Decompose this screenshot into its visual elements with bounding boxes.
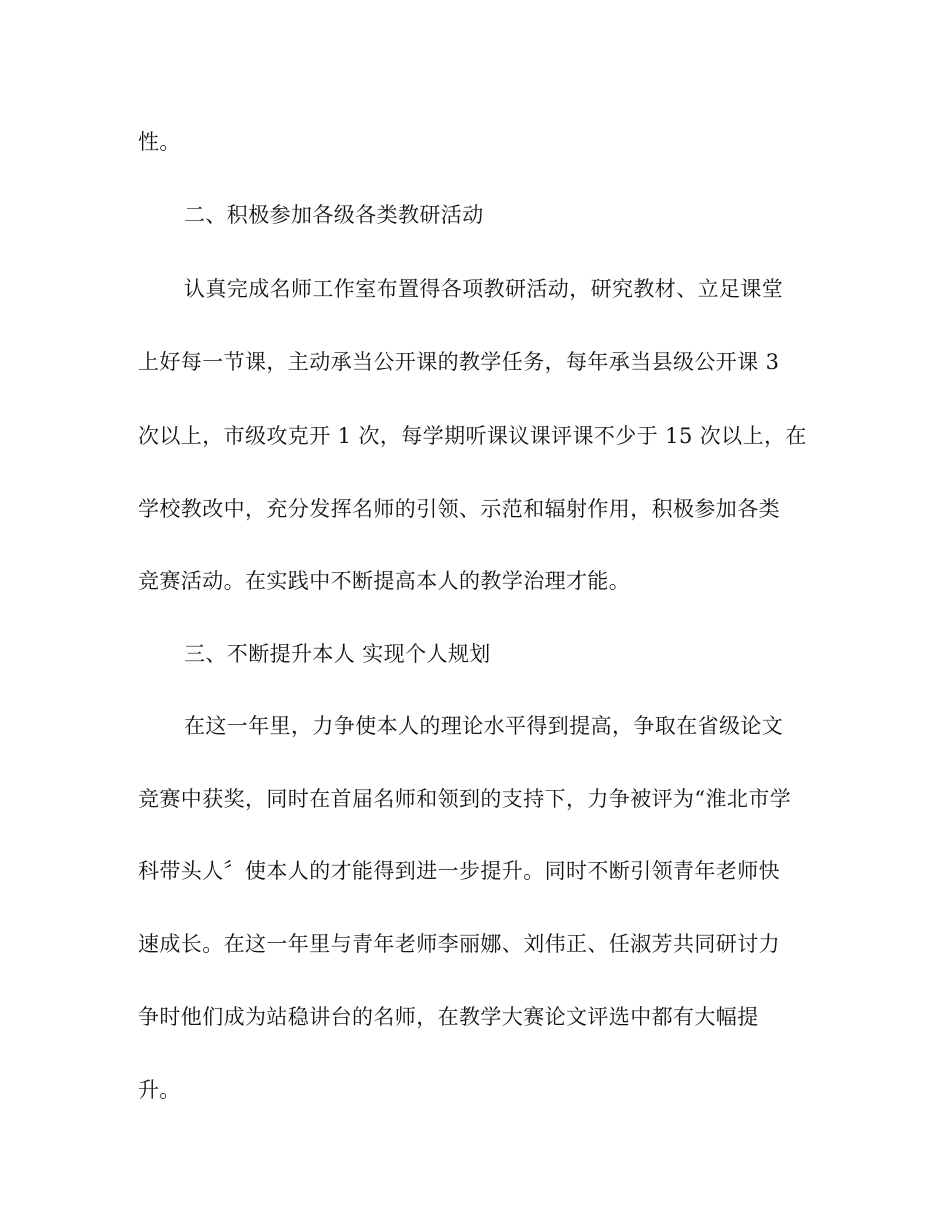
paragraph-line: 认真完成名师工作室布置得各项教研活动，研究教材、立足课堂 <box>184 277 784 301</box>
paragraph-line: 上好每一节课，主动承当公开课的教学任务，每年承当县级公开课 3 <box>138 350 780 374</box>
paragraph-line: 争时他们成为站稳讲台的名师，在教学大赛论文评选中都有大幅提 <box>138 1005 759 1029</box>
paragraph-line: 科带头人〞使本人的才能得到进一步提升。同时不断引领青年老师快 <box>138 859 780 883</box>
section-heading-3: 三、不断提升本人 实现个人规划 <box>184 642 491 666</box>
paragraph-line: 在这一年里，力争使本人的理论水平得到提高，争取在省级论文 <box>184 714 784 738</box>
paragraph-line: 次以上，市级攻克开 1 次，每学期听课议课评课不少于 15 次以上，在 <box>138 424 807 448</box>
paragraph-line: 速成长。在这一年里与青年老师李丽娜、刘伟正、任淑芳共同研讨力 <box>138 932 780 956</box>
paragraph-line: 升。 <box>138 1078 181 1102</box>
text-line-continuation: 性。 <box>138 130 181 154</box>
section-heading-2: 二、积极参加各级各类教研活动 <box>184 203 484 227</box>
paragraph-line: 竞赛中获奖，同时在首届名师和领到的支持下，力争被评为“淮北市学 <box>138 787 792 811</box>
paragraph-line: 学校教改中，充分发挥名师的引领、示范和辐射作用，积极参加各类 <box>138 497 780 521</box>
paragraph-line: 竞赛活动。在实践中不断提高本人的教学治理才能。 <box>138 569 631 593</box>
